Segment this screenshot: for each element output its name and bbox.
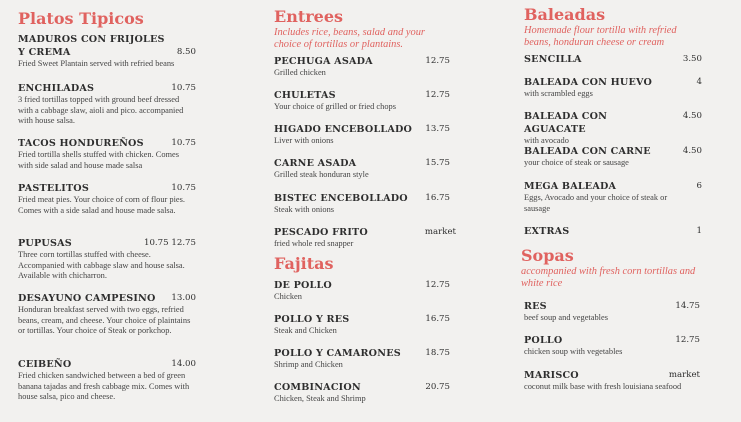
item-name: EXTRAS — [524, 226, 570, 237]
menu-item — [18, 33, 196, 70]
item-price: 15.75 — [425, 158, 450, 168]
sopas-title: Sopas — [521, 246, 574, 265]
item-price: 3.50 — [682, 54, 702, 64]
item-name: SENCILLA — [524, 54, 582, 65]
item-description: Grilled chicken — [274, 68, 326, 77]
item-description: Steak with onions — [274, 205, 335, 214]
item-description: Shrimp and Chicken — [274, 360, 343, 369]
item-price: 6 — [696, 181, 702, 191]
item-description: with scrambled eggs — [524, 89, 593, 98]
item-name: BALEADA CON HUEVO — [524, 77, 653, 88]
item-name: RES — [524, 301, 547, 312]
fajitas-title: Fajitas — [274, 254, 334, 273]
menu-item — [524, 300, 702, 324]
item-description: Grilled steak honduran style — [274, 170, 369, 179]
item-name: PASTELITOS — [18, 183, 89, 194]
item-price: 20.75 — [425, 382, 450, 392]
item-price: 16.75 — [425, 193, 450, 203]
item-description: with avocado — [524, 136, 569, 145]
menu-item — [274, 123, 464, 147]
item-price: 13.75 — [425, 124, 450, 134]
item-name: CARNE ASADA — [274, 158, 357, 169]
menu-item — [274, 89, 464, 113]
item-price: market — [668, 370, 700, 380]
item-description: fried whole red snapper — [274, 239, 354, 248]
item-price: 12.75 — [425, 90, 450, 100]
menu-item — [18, 82, 196, 127]
item-description: beef soup and vegetables — [524, 313, 608, 322]
item-name: DE POLLO — [274, 280, 332, 291]
platos-tipicos-title: Platos Tipicos — [18, 9, 144, 28]
item-description: chicken soup with vegetables — [524, 347, 623, 356]
menu-item — [274, 347, 464, 371]
item-price: 10.75 — [171, 138, 196, 148]
item-name: BALEADA CON CARNE — [524, 146, 651, 157]
menu-item — [274, 226, 464, 250]
item-price: 14.00 — [171, 359, 196, 369]
item-name: COMBINACION — [274, 382, 361, 393]
item-name: PESCADO FRITO — [274, 227, 368, 238]
menu-item — [274, 55, 464, 79]
item-description: 3 fried tortillas topped with ground beef dressed with a cabbage slaw, aioli and pico. accompanied with house salsa. — [18, 95, 184, 125]
item-price: market — [424, 227, 456, 237]
item-name: BALEADA CON AGUACATE — [524, 111, 608, 135]
menu-item — [274, 381, 464, 405]
baleadas-title: Baleadas — [524, 5, 606, 24]
item-price: 10.75 — [171, 183, 196, 193]
item-price: 4.50 — [682, 146, 702, 156]
item-name: MEGA BALEADA — [524, 181, 617, 192]
menu-item — [18, 358, 196, 403]
item-name: PECHUGA ASADA — [274, 56, 373, 67]
item-description: Fried chicken sandwiched between a bed of green banana tajadas and fresh cabbage mix. Comes with house salsa, pico and cheese. — [18, 371, 190, 401]
item-name: BISTEC ENCEBOLLADO — [274, 193, 408, 204]
menu-item — [18, 292, 196, 337]
item-name: ENCHILADAS — [18, 83, 95, 94]
item-description: Liver with onions — [274, 136, 334, 145]
menu-item — [274, 192, 464, 216]
menu-item — [18, 137, 196, 171]
item-price: 16.75 — [425, 314, 450, 324]
item-description: your choice of steak or sausage — [524, 158, 629, 167]
item-price: 18.75 — [425, 348, 450, 358]
menu-item — [274, 313, 464, 337]
menu-item — [274, 157, 464, 181]
baleadas-subtitle: Homemade flour tortilla with refried beans, honduran cheese or cream — [524, 25, 677, 48]
menu-item — [274, 279, 464, 303]
item-name: CEIBEÑO — [18, 359, 72, 370]
item-price: 10.75 — [144, 238, 169, 248]
item-description: Steak and Chicken — [274, 326, 337, 335]
item-name: POLLO Y RES — [274, 314, 350, 325]
item-name: PUPUSAS — [18, 238, 72, 249]
item-name: TACOS HONDUREÑOS — [18, 138, 144, 149]
item-description: Chicken, Steak and Shrimp — [274, 394, 366, 403]
menu-item — [18, 237, 196, 282]
menu-item — [524, 76, 702, 100]
sopas-subtitle: accompanied with fresh corn tortillas and white rice — [521, 266, 696, 289]
entrees-title: Entrees — [274, 7, 344, 26]
menu-item — [524, 180, 702, 214]
item-price: 4.50 — [682, 111, 702, 121]
item-name: DESAYUNO CAMPESINO — [18, 293, 156, 304]
item-price: 4 — [696, 77, 702, 87]
item-name: MADUROS CON FRIJOLES Y CREMA — [18, 34, 165, 58]
item-price: 13.00 — [171, 293, 196, 303]
item-description: Chicken — [274, 292, 302, 301]
item-price: 8.50 — [176, 47, 196, 57]
item-description: Eggs, Avocado and your choice of steak or sausage — [524, 193, 668, 213]
menu-item — [524, 53, 702, 66]
item-description: Three corn tortillas stuffed with cheese. Accompanied with cabbage slaw and house salsa. Available with chicharron. — [18, 250, 185, 280]
menu-item — [524, 110, 702, 147]
menu-item — [524, 369, 724, 393]
item-price: 10.75 — [171, 83, 196, 93]
item-price: 12.75 — [425, 56, 450, 66]
item-name: POLLO Y CAMARONES — [274, 348, 401, 359]
item-price: 12.75 — [675, 335, 700, 345]
menu-item — [18, 182, 196, 216]
item-description: Fried tortilla shells stuffed with chicken. Comes with side salad and house made salsa — [18, 150, 180, 170]
menu-item — [524, 225, 702, 238]
item-price: 1 — [696, 226, 702, 236]
menu-item — [524, 334, 702, 358]
item-name: CHULETAS — [274, 90, 336, 101]
item-name: POLLO — [524, 335, 563, 346]
item-name: HIGADO ENCEBOLLADO — [274, 124, 413, 135]
item-price-large: 12.75 — [171, 238, 196, 248]
item-description: Fried Sweet Plantain served with refried beans — [18, 59, 175, 68]
item-price: 14.75 — [675, 301, 700, 311]
item-name: MARISCO — [524, 370, 579, 381]
item-description: Fried meat pies. Your choice of corn of flour pies. Comes with a side salad and house made salsa. — [18, 195, 185, 215]
menu-item — [524, 145, 702, 169]
item-description: Your choice of grilled or fried chops — [274, 102, 396, 111]
item-price: 12.75 — [425, 280, 450, 290]
item-description: Honduran breakfast served with two eggs, refried beans, cream, and cheese. Your choice of plaintains or tortillas. Your choice of Steak or porkchop. — [18, 305, 191, 335]
item-description: coconut milk base with fresh louisiana seafood — [524, 382, 682, 391]
entrees-subtitle: Includes rice, beans, salad and your choice of tortillas or plantains. — [274, 27, 425, 50]
